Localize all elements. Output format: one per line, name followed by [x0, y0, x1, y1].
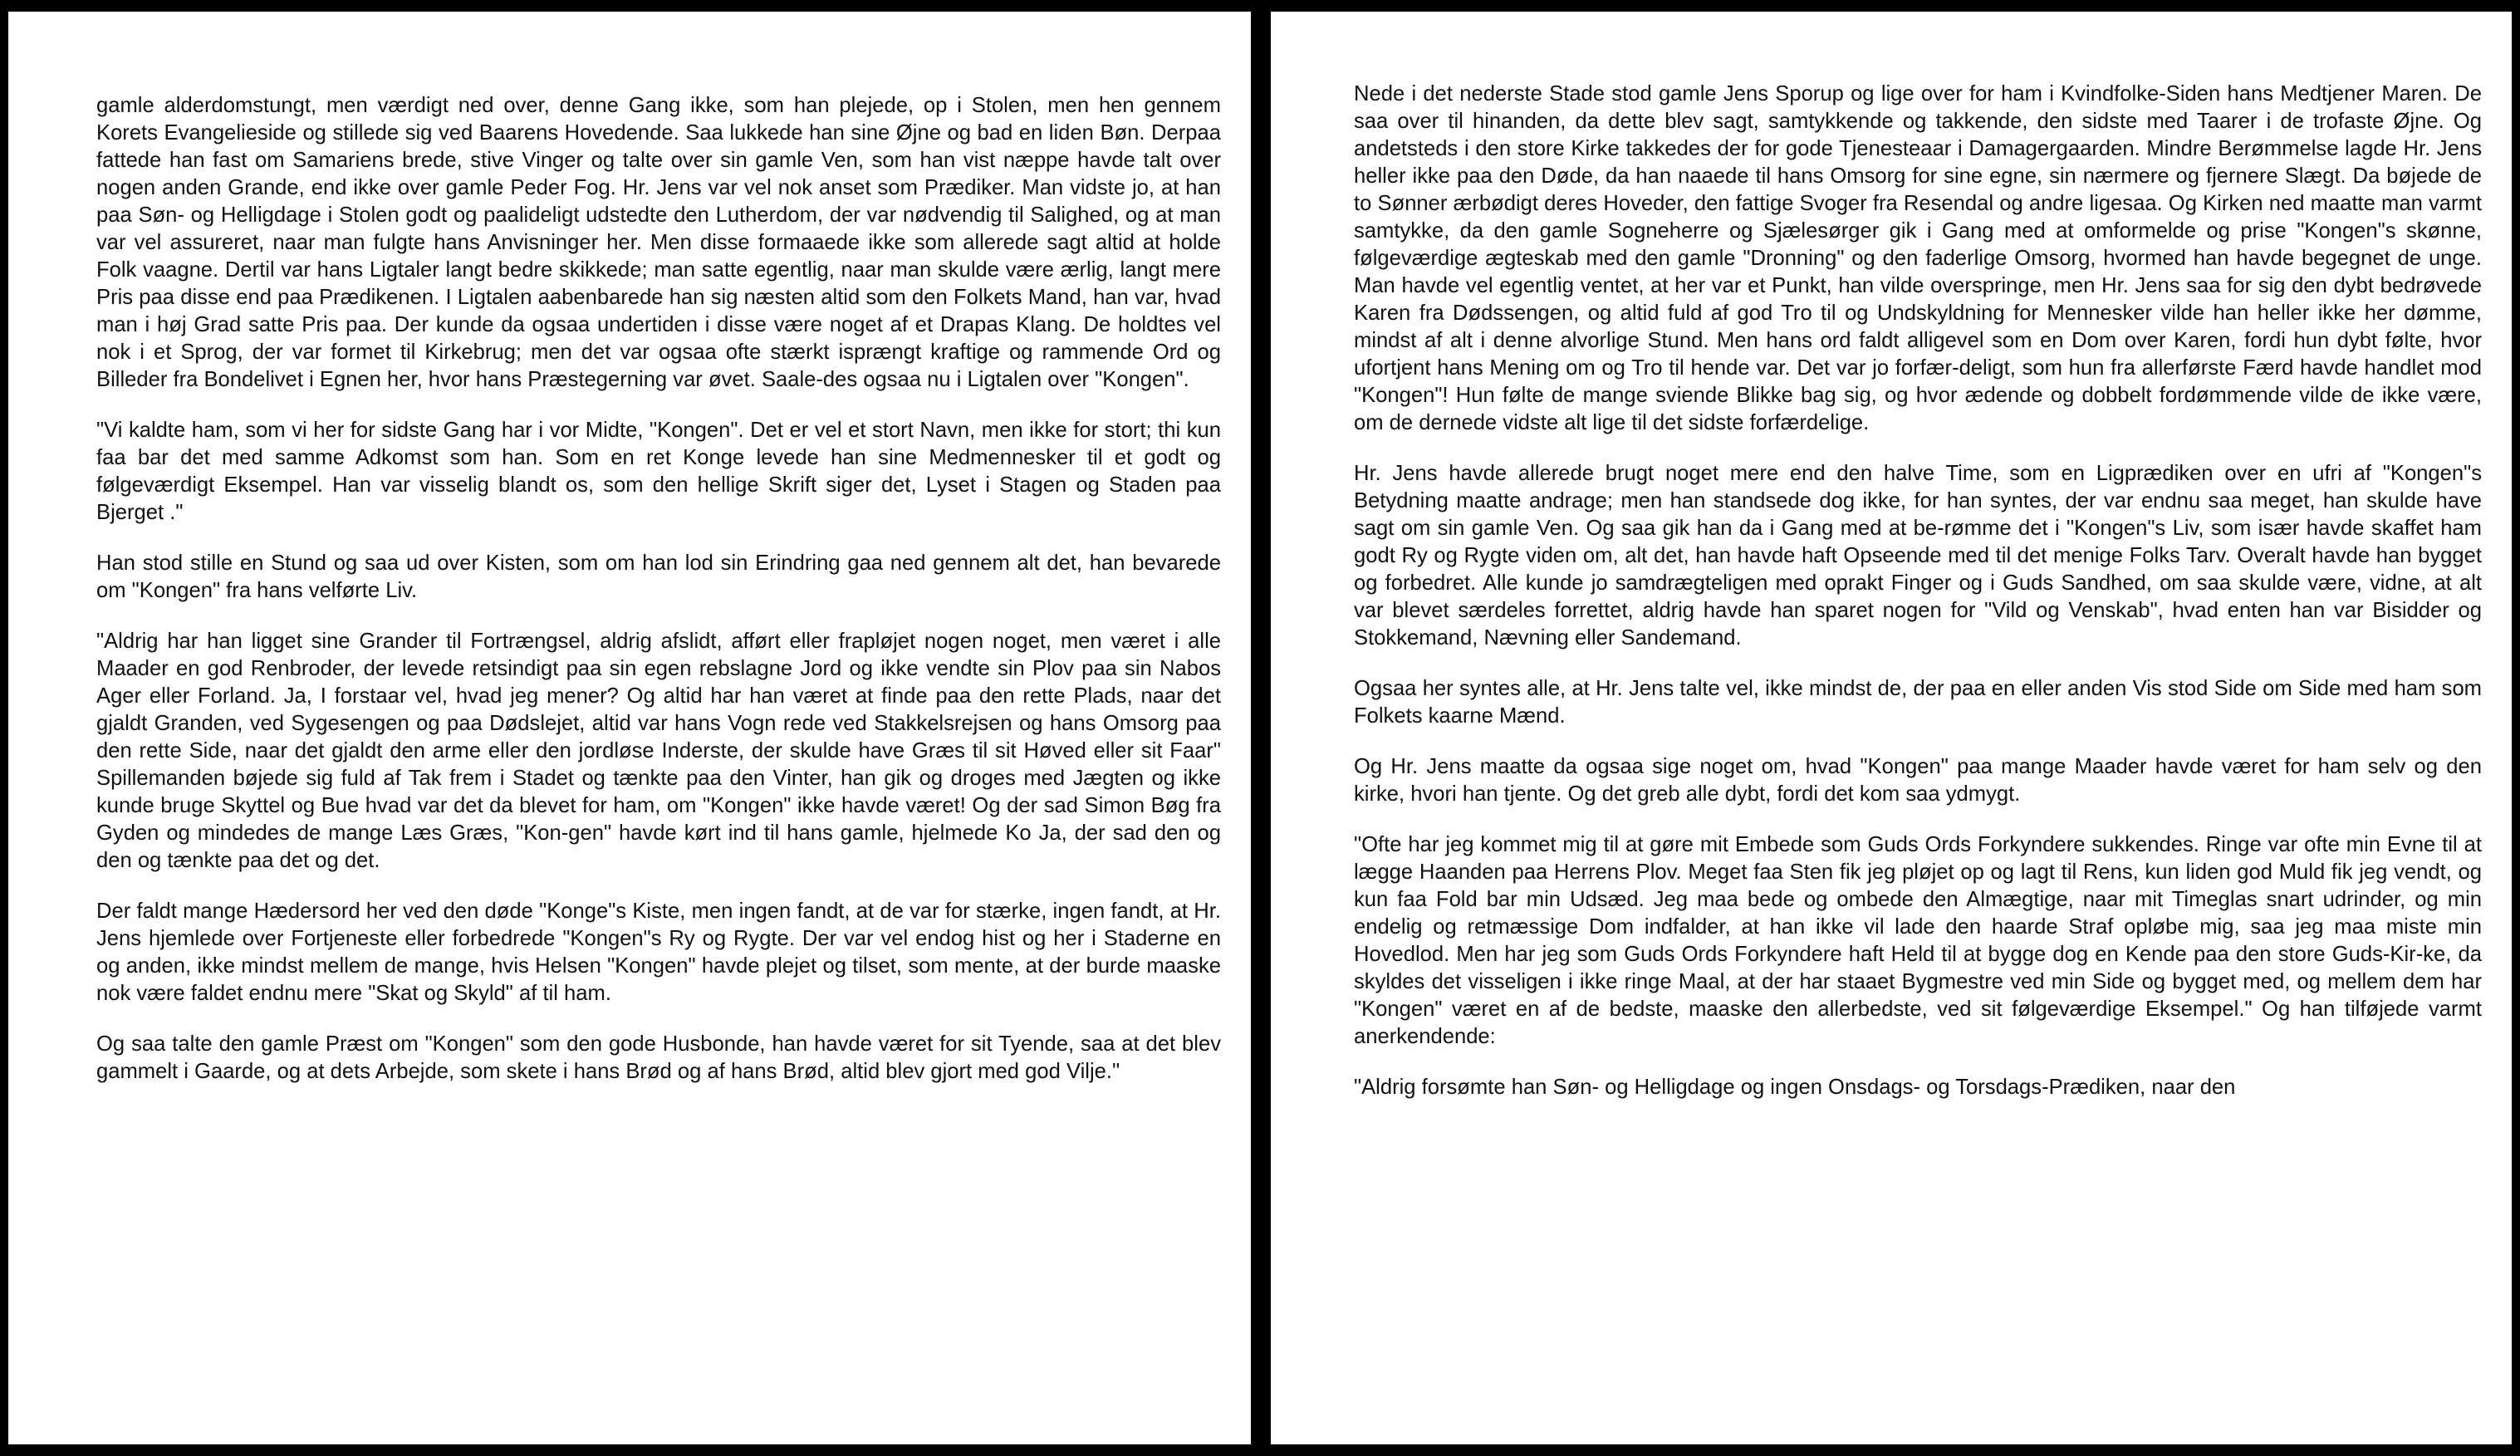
- paragraph: Nede i det nederste Stade stod gamle Jens Sporup og lige over for ham i Kvindfolke-Siden hans Medtjener Maren. De saa over til hinanden, da dette blev sagt, samtykkende og takkende, den sidste med Taarer i de trofaste Øjne. Og andetsteds i den store Kirke takkedes der for gode Tjenesteaar i Damagergaarden. Mindre Berømmelse lagde Hr. Jens heller ikke paa den Døde, da han naaede til hans Omsorg for sine egne, sin nærmere og fjernere Slægt. Da bøjede de to Sønner ærbødigt deres Hoveder, den fattige Svoger fra Resendal og andre ligesaa. Og Kirken ned maatte man varmt samtykke, da den gamle Sogneherre og Sjælesørger gik i Gang med at omformelde og prise "Kongen"s skønne, følgeværdige ægteskab med den gamle "Dronning" og den faderlige Omsorg, hvormed han havde begegnet de unge. Man havde vel egentlig ventet, at her var et Punkt, han vilde overspringe, men Hr. Jens saa for sig den dybt bedrøvede Karen fra Dødssengen, og altid fuld af god Tro til og Undskyldning for Mennesker vilde han heller ikke her dømme, mindst af alt i denne alvorlige Stund. Men hans ord faldt alligevel som en Dom over Karen, fordi hun dybt følte, hvor ufortjent hans Mening om og Tro til hende var. Det var jo forfær-deligt, som hun fra allerførste Færd havde handlet mod "Kongen"! Hun følte de mange sviende Blikke bag sig, og hvor ædende og dobbelt fordømmende vilde de ikke være, om de dernede vidste alt lige til det sidste forfærdelige.: [1354, 82, 2482, 434]
- paragraph: gamle alderdomstungt, men værdigt ned over, denne Gang ikke, som han plejede, op i Stolen, men hen gennem Korets Evangelieside og stillede sig ved Baarens Hovedende. Saa lukkede han sine Øjne og bad en liden Bøn. Derpaa fattede han fast om Samariens brede, stive Vinger og talte over sin gamle Ven, som han vist næppe havde talt over nogen anden Grande, end ikke over gamle Peder Fog. Hr. Jens var vel nok anset som Prædiker. Man vidste jo, at han paa Søn- og Helligdage i Stolen godt og paalideligt udstedte den Lutherdom, der var nødvendig til Salighed, og at man var vel assureret, naar man fulgte hans Anvisninger her. Men disse formaaede ikke som allerede sagt altid at holde Folk vaagne. Dertil var hans Ligtaler langt bedre skikkede; man satte egentlig, naar man skulde være ærlig, langt mere Pris paa disse end paa Prædikenen. I Ligtalen aabenbarede han sig næsten altid som den Folkets Mand, han var, hvad man i høj Grad satte Pris paa. Der kunde da ogsaa undertiden i disse være noget af et Drapas Klang. De holdtes vel nok i et Sprog, der var formet til Kirkebrug; men det var ogsaa ofte stærkt isprængt kraftige og rammende Ord og Billeder fra Bondelivet i Egnen her, hvor hans Præstegerning var øvet. Saale-des ogsaa nu i Ligtalen over "Kongen".: [96, 94, 1221, 391]
- paragraph: Der faldt mange Hædersord her ved den døde "Konge"s Kiste, men ingen fandt, at de var for stærke, ingen fandt, at Hr. Jens hjemlede over Fortjeneste eller forbedrede "Kongen"s Ry og Rygte. Der var vel endog hist og her i Staderne en og anden, ikke mindst mellem de mange, hvis Helsen "Kongen" havde plejet og tilset, som mente, at der burde maaske nok være faldet endnu mere "Skat og Skyld" af til ham.: [96, 900, 1221, 1005]
- paragraph: "Ofte har jeg kommet mig til at gøre mit Embede som Guds Ords Forkyndere sukkendes. Ringe var ofte min Evne til at lægge Haanden paa Herrens Plov. Meget faa Sten fik jeg pløjet op og lagt til Rens, kun liden god Muld fik jeg vendt, og kun faa Fold bar min Udsæd. Jeg maa bede og ombede den Almægtige, naar mit Timeglas snart udrinder, og min endelig og retmæssige Dom indfalder, at han ikke vil lade den haarde Straf opløbe mig, saa jeg maa miste min Hovedlod. Men har jeg som Guds Ords Forkyndere haft Held til at bygge dog en Kende paa den store Guds-Kir-ke, da skyldes det visseligen i ikke ringe Maal, at der har staaet Bygmestre ved min Side og bygget med, og mellem dem har "Kongen" været en af de bedste, maaske den allerbedste, ved sit følgeværdige Eksempel." Og han tilføjede varmt anerkendende:: [1354, 833, 2482, 1048]
- paragraph: Hr. Jens havde allerede brugt noget mere end den halve Time, som en Ligprædiken over en ufri af "Kongen"s Betydning maatte andrage; men han standsede dog ikke, for han syntes, der var endnu saa meget, han skulde have sagt om sin gamle Ven. Og saa gik han da i Gang med at be-rømme det i "Kongen"s Liv, som især havde skaffet ham godt Ry og Rygte viden om, alt det, han havde haft Opseende med til det menige Folks Tarv. Overalt havde han bygget og forbedret. Alle kunde jo samdrægteligen med oprakt Finger og i Guds Sandhed, om saa skulde være, vidne, at alt var blevet særdeles forrettet, aldrig havde han sparet nogen for "Vild og Venskab", hvad enten han var Bisidder og Stokkemand, Nævning eller Sandemand.: [1354, 462, 2482, 650]
- paragraph: "Aldrig har han ligget sine Grander til Fortrængsel, aldrig afslidt, afført eller frapløjet nogen noget, men været i alle Maader en god Renbroder, der levede retsindigt paa sin egen rebslagne Jord og ikke vendte sin Plov paa sin Nabos Ager eller Forland. Ja, I forstaar vel, hvad jeg mener? Og altid har han været at finde paa den rette Plads, naar det gjaldt Granden, ved Sygesengen og paa Dødslejet, altid var hans Vogn rede ved Stakkelsrejsen og hans Omsorg paa den rette Side, naar det gjaldt den arme eller den jordløse Inderste, der skulde have Græs til sit Høved eller sit Faar" Spillemanden bøjede sig fuld af Tak frem i Stadet og tænkte paa den Vinter, han gik og droges med Jægten og ikke kunde bruge Skyttel og Bue hvad var det da blevet for ham, om "Kongen" ikke havde været! Og der sad Simon Bøg fra Gyden og mindedes de mange Læs Græs, "Kon-gen" havde kørt ind til hans gamle, hjelmede Ko Ja, der sad den og den og tænkte paa det og det.: [96, 630, 1221, 872]
- right-page: [1271, 12, 2512, 1444]
- paragraph: Og saa talte den gamle Præst om "Kongen" som den gode Husbonde, han havde været for sit Tyende, saa at det blev gammelt i Gaarde, og at dets Arbejde, som skete i hans Brød og af hans Brød, altid blev gjort med god Vilje.": [96, 1032, 1221, 1083]
- left-page: [8, 12, 1251, 1444]
- paragraph: Og Hr. Jens maatte da ogsaa sige noget om, hvad "Kongen" paa mange Maader havde været for ham selv og den kirke, hvori han tjente. Og det greb alle dybt, fordi det kom saa ydmygt.: [1354, 755, 2482, 806]
- paragraph: "Aldrig forsømte han Søn- og Helligdage og ingen Onsdags- og Torsdags-Prædiken, naar den: [1354, 1076, 2236, 1099]
- paragraph: Ogsaa her syntes alle, at Hr. Jens talte vel, ikke mindst de, der paa en eller anden Vis stod Side om Side med ham som Folkets kaarne Mænd.: [1354, 677, 2482, 728]
- paragraph: Han stod stille en Stund og saa ud over Kisten, som om han lod sin Erindring gaa ned gennem alt det, han bevarede om "Kongen" fra hans velførte Liv.: [96, 552, 1221, 602]
- paragraph: "Vi kaldte ham, som vi her for sidste Gang har i vor Midte, "Kongen". Det er vel et stort Navn, men ikke for stort; thi kun faa bar det med samme Adkomst som han. Som en ret Konge levede han sine Medmennesker til et godt og følgeværdigt Eksempel. Han var visselig blandt os, som den hellige Skrift siger det, Lyset i Stagen og Staden paa Bjerget .": [96, 419, 1221, 524]
